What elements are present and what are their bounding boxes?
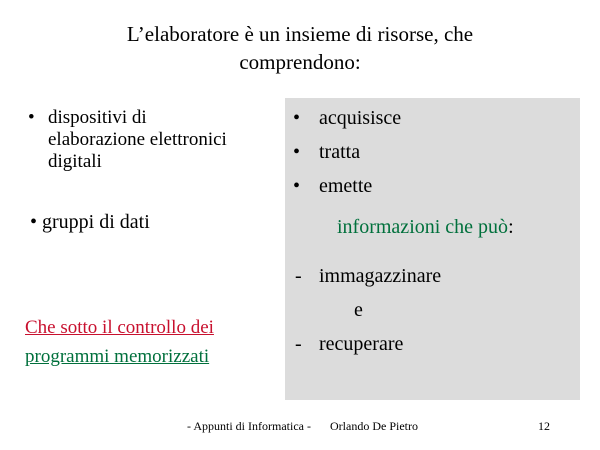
operations-bullet-list <box>293 101 401 203</box>
list-item <box>295 327 441 361</box>
list-item <box>293 101 401 135</box>
left-bullet-item-2 <box>30 211 150 234</box>
left-item-1-line-3: digitali <box>48 151 102 172</box>
list-item <box>293 169 401 203</box>
bullet-icon: • <box>30 211 38 233</box>
operation-tratta: tratta <box>319 141 361 163</box>
program-control-note <box>25 313 214 371</box>
conjunction-text: e <box>354 299 363 321</box>
footer-course: - Appunti di Informatica - <box>187 419 311 433</box>
operation-immagazzinare: immagazzinare <box>319 265 442 287</box>
note-line-2: programmi memorizzati <box>25 346 210 367</box>
slide-title-line-1: L’elaboratore è un insieme di risorse, che <box>126 22 474 46</box>
list-item <box>293 135 401 169</box>
information-colon: : <box>508 216 514 238</box>
information-label <box>337 216 514 239</box>
left-item-1-line-1: dispositivi di <box>48 107 147 128</box>
bullet-icon: • <box>28 107 35 128</box>
dash-icon: - <box>295 333 302 355</box>
bullet-icon: • <box>293 141 301 163</box>
operation-acquisisce: acquisisce <box>319 107 402 129</box>
slide-title <box>0 20 600 76</box>
information-text: informazioni che può <box>337 216 509 238</box>
note-line-1: Che sotto il controllo dei <box>25 317 214 338</box>
list-item <box>295 259 441 293</box>
storage-operations <box>295 259 441 361</box>
footer-author: Orlando De Pietro <box>330 419 418 433</box>
left-bullet-item-1 <box>28 107 278 173</box>
operation-emette: emette <box>319 175 373 197</box>
operation-recuperare: recuperare <box>319 333 404 355</box>
left-item-2-label: gruppi di dati <box>42 211 150 233</box>
dash-icon: - <box>295 265 302 287</box>
bullet-icon: • <box>293 175 301 197</box>
bullet-icon: • <box>293 107 301 129</box>
left-item-1-line-2: elaborazione elettronici <box>48 129 227 150</box>
footer-page-number: 12 <box>538 419 550 433</box>
slide-title-line-2: comprendono: <box>239 50 361 74</box>
